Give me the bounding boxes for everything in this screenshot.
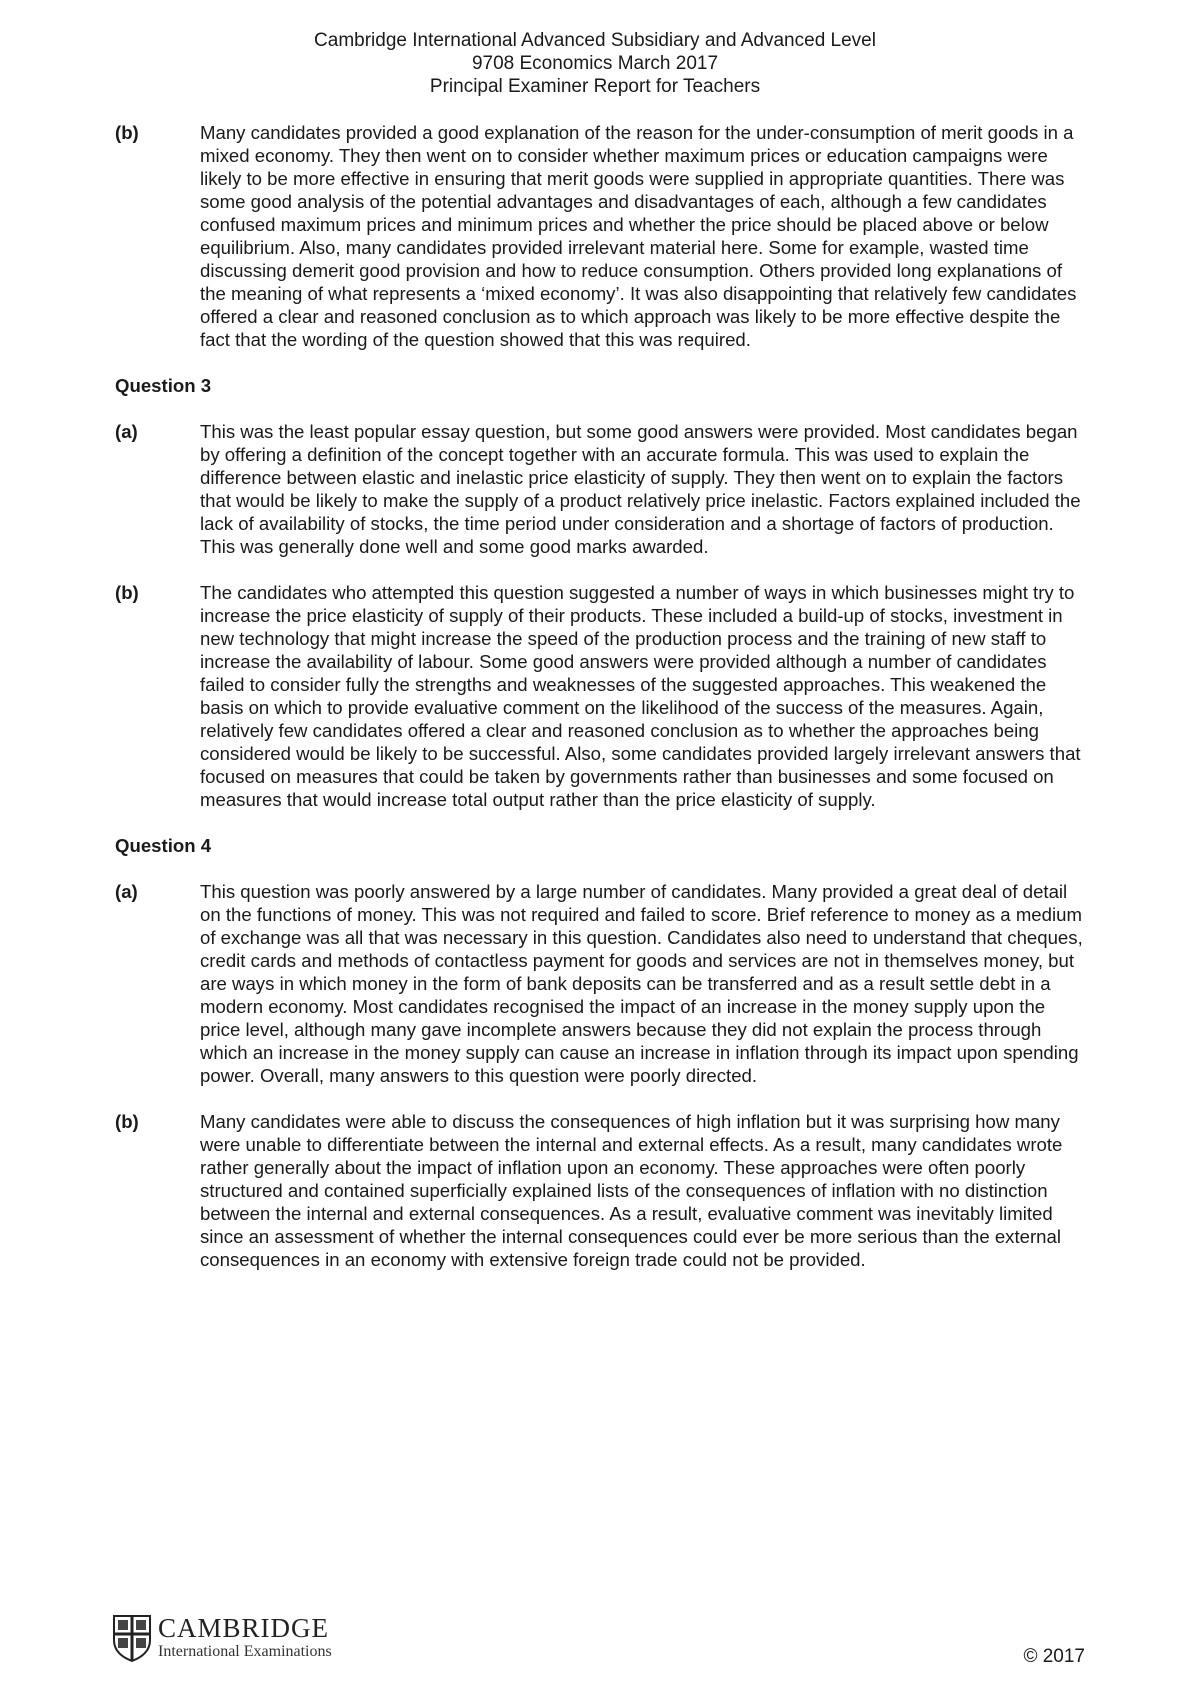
crest-icon — [112, 1614, 152, 1662]
copyright-notice: © 2017 — [1023, 1646, 1085, 1667]
question-3-heading: Question 3 — [115, 375, 212, 396]
logo-name: CAMBRIDGE — [158, 1613, 330, 1643]
question-4a — [115, 880, 1085, 1087]
question-4b — [115, 1110, 1085, 1271]
header-report-type: Principal Examiner Report for Teachers — [429, 76, 761, 97]
cambridge-logo — [112, 1614, 332, 1662]
part-text: This question was poorly answered by a large number of candidates. Many provided a great deal of detail on the functions of money. This was not required and failed to score. Brief reference to money as a medium of exchange was all that was necessary in this question. Candidates also need to understand that cheques, credit cards and methods of contactless payment for goods and services are not in themselves money, but are ways in which money in the form of bank deposits can be transferred and as a result settle debt in a modern economy. Most candidates recognised the impact of an increase in the money supply upon the price level, although many gave incomplete answers because they did not explain the process through which an increase in the money supply can cause an increase in inflation through its impact upon spending power. Overall, many answers to this question were poorly directed. — [200, 881, 1083, 1086]
part-label: (b) — [115, 122, 139, 143]
header-title: Cambridge International Advanced Subsidiary and Advanced Level — [314, 30, 876, 51]
part-text: Many candidates were able to discuss the consequences of high inflation but it was surprising how many were unable to differentiate between the internal and external effects. As a result, many candidates wrote rather generally about the impact of inflation upon an economy. These approaches were often poorly structured and contained superficially explained lists of the consequences of inflation with no distinction between the internal and external consequences. As a result, evaluative comment was inevitably limited since an assessment of whether the internal consequences could ever be more serious than the external consequences in an economy with extensive foreign trade could not be provided. — [200, 1111, 1063, 1270]
part-text: The candidates who attempted this question suggested a number of ways in which businesses might try to increase the price elasticity of supply of their products. These included a build-up of stocks, investment in new technology that might increase the speed of the production process and the training of new staff to increase the availability of labour. Some good answers were provided although a number of candidates failed to consider fully the strengths and weaknesses of the suggested approaches. This weakened the basis on which to provide evaluative comment on the likelihood of the success of the measures. Again, relatively few candidates offered a clear and reasoned conclusion as to whether the approaches being considered would be likely to be successful. Also, some candidates provided largely irrelevant answers that focused on measures that could be taken by governments rather than businesses and some focused on measures that would increase total output rather than the price elasticity of supply. — [200, 582, 1081, 810]
question-2b — [115, 121, 1085, 351]
question-3b — [115, 581, 1085, 811]
part-label: (b) — [115, 582, 139, 603]
part-text: Many candidates provided a good explanation of the reason for the under-consumption of merit goods in a mixed economy. They then went on to consider whether maximum prices or education campaigns were likely to be more effective in ensuring that merit goods were supplied in appropriate quantities. There was some good analysis of the potential advantages and disadvantages of each, although a few candidates confused maximum prices and minimum prices and whether the price should be placed above or below equilibrium. Also, many candidates provided irrelevant material here. Some for example, wasted time discussing demerit good provision and how to reduce consumption. Others provided long explanations of the meaning of what represents a ‘mixed economy’. It was also disappointing that relatively few candidates offered a clear and reasoned conclusion as to which approach was likely to be more effective despite the fact that the wording of the question showed that this was required. — [200, 122, 1077, 350]
header-subject: 9708 Economics March 2017 — [471, 53, 719, 74]
part-label: (b) — [115, 1111, 139, 1132]
report-body — [115, 121, 1085, 1294]
part-label: (a) — [115, 421, 138, 442]
part-text: This was the least popular essay question, but some good answers were provided. Most candidates began by offering a definition of the concept together with an accurate formula. This was used to explain the difference between elastic and inelastic price elasticity of supply. They then went on to explain the factors that would be likely to make the supply of a product relatively price inelastic. Factors explained included the lack of availability of stocks, the time period under consideration and a shortage of factors of production. This was generally done well and some good marks awarded. — [200, 421, 1081, 557]
logo-subtitle: International Examinations — [158, 1643, 332, 1660]
question-4-heading: Question 4 — [115, 835, 212, 856]
part-label: (a) — [115, 881, 138, 902]
question-3a — [115, 420, 1085, 558]
page-header — [0, 29, 1190, 98]
